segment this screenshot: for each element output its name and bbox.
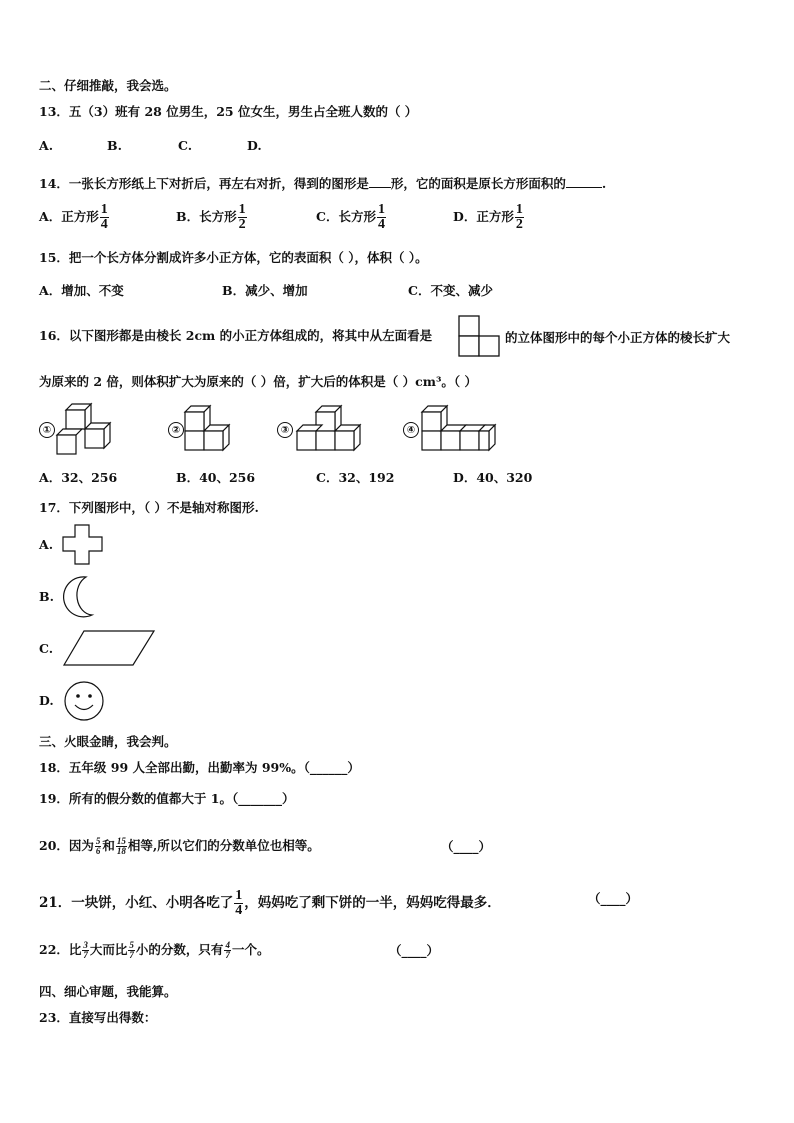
q17-option-c[interactable]: C.	[39, 641, 54, 656]
q16-option-c[interactable]: C．32、192	[316, 470, 395, 485]
fraction: $\frac{4}{7}$	[225, 940, 230, 960]
cube-figure-3	[294, 404, 366, 454]
fraction: $\frac{5}{7}$	[129, 940, 134, 960]
section-2-title: 二、仔细推敲，我会选。	[39, 78, 177, 93]
figure-4-label: ④	[403, 422, 419, 438]
section-4-title: 四、细心审题，我能算。	[39, 984, 177, 999]
q13-option-a[interactable]: A.	[39, 138, 54, 153]
q17-option-b[interactable]: B.	[39, 589, 54, 604]
q22: 22．比 $\frac{3}{7}$ 大而比 $\frac{5}{7}$ 小的分数，只有 $\frac{4}{7}$ 一个。	[39, 940, 270, 960]
figure-3-label: ③	[277, 422, 293, 438]
cube-figure-2	[182, 404, 234, 454]
q18: 18．五年级 99 人全部出勤，出勤率为 99%。（______）	[39, 760, 360, 775]
q23: 23．直接写出得数：	[39, 1010, 157, 1025]
q16-option-a[interactable]: A．32、256	[39, 470, 118, 485]
q20: 20．因为 $\frac{5}{6}$ 和 $\frac{15}{18}$ 相等,所以它们的分数单位也相等。	[39, 836, 320, 856]
q14-stem: 14．一张长方形纸上下对折后，再左右对折，得到的图形是 形，它的面积是原长方形面积的 .	[39, 176, 607, 191]
fraction: $\frac{1}{4}$	[100, 202, 108, 232]
q14-option-c[interactable]: C．长方形 $\frac{1}{4}$	[316, 202, 385, 232]
fraction: $\frac{1}{4}$	[377, 202, 385, 232]
q15-stem: 15．把一个长方体分割成许多小正方体，它的表面积（ ），体积（ ）。	[39, 250, 428, 265]
q15-option-a[interactable]: A．增加、不变	[39, 283, 124, 298]
fraction: $\frac{15}{18}$	[116, 836, 126, 856]
fraction: $\frac{1}{2}$	[238, 202, 246, 232]
crescent-moon-icon	[62, 575, 98, 619]
fraction: $\frac{3}{7}$	[83, 940, 88, 960]
q13-option-c[interactable]: C.	[178, 138, 193, 153]
q15-option-c[interactable]: C．不变、减少	[408, 283, 493, 298]
q20-answer-mark[interactable]: （____）	[441, 839, 492, 854]
q21-answer-mark[interactable]: （____）	[588, 891, 639, 906]
fraction: $\frac{1}{2}$	[515, 202, 523, 232]
fraction: $\frac{5}{6}$	[95, 836, 101, 856]
q14-option-a[interactable]: A．正方形 $\frac{1}{4}$	[39, 202, 108, 232]
q15-option-b[interactable]: B．减少、增加	[222, 283, 308, 298]
figure-2-label: ②	[168, 422, 184, 438]
q13-stem: 13．五（3）班有 28 位男生，25 位女生，男生占全班人数的（ ）	[39, 104, 418, 119]
section-3-title: 三、火眼金睛，我会判。	[39, 734, 177, 749]
q14-option-d[interactable]: D．正方形 $\frac{1}{2}$	[453, 202, 523, 232]
q17-stem: 17．下列图形中，（ ）不是轴对称图形.	[39, 500, 259, 515]
q17-option-a[interactable]: A.	[39, 537, 54, 552]
q22-answer-mark[interactable]: （____）	[389, 943, 440, 958]
q16-line1-b: 的立体图形中的每个小正方体的棱长扩大	[505, 330, 731, 345]
q16-line2: 为原来的 2 倍，则体积扩大为原来的（ ）倍，扩大后的体积是（ ）cm³。（ ）	[39, 374, 478, 389]
q17-option-d[interactable]: D.	[39, 693, 54, 708]
q16-option-b[interactable]: B．40、256	[176, 470, 256, 485]
q19: 19．所有的假分数的值都大于 1。（_______）	[39, 791, 295, 806]
q13-option-b[interactable]: B.	[107, 138, 122, 153]
smiley-face-icon	[64, 681, 106, 723]
cube-figure-1	[56, 398, 116, 456]
cube-figure-4	[419, 404, 501, 454]
cross-shape-icon	[62, 524, 104, 566]
q16-option-d[interactable]: D．40、320	[453, 470, 533, 485]
q13-option-d[interactable]: D.	[247, 138, 262, 153]
figure-1-label: ①	[39, 422, 55, 438]
q21: 21．一块饼，小红、小明各吃了 $\frac{1}{4}$ ，妈妈吃了剩下饼的一半，妈妈吃得最多．	[39, 888, 501, 918]
fraction: $\frac{1}{4}$	[235, 888, 243, 918]
q14-option-b[interactable]: B．长方形 $\frac{1}{2}$	[176, 202, 246, 232]
q16-line1-a: 16．以下图形都是由棱长 2cm 的小正方体组成的，将其中从左面看是	[39, 328, 433, 343]
parallelogram-icon	[63, 629, 157, 667]
left-view-figure	[458, 315, 502, 357]
